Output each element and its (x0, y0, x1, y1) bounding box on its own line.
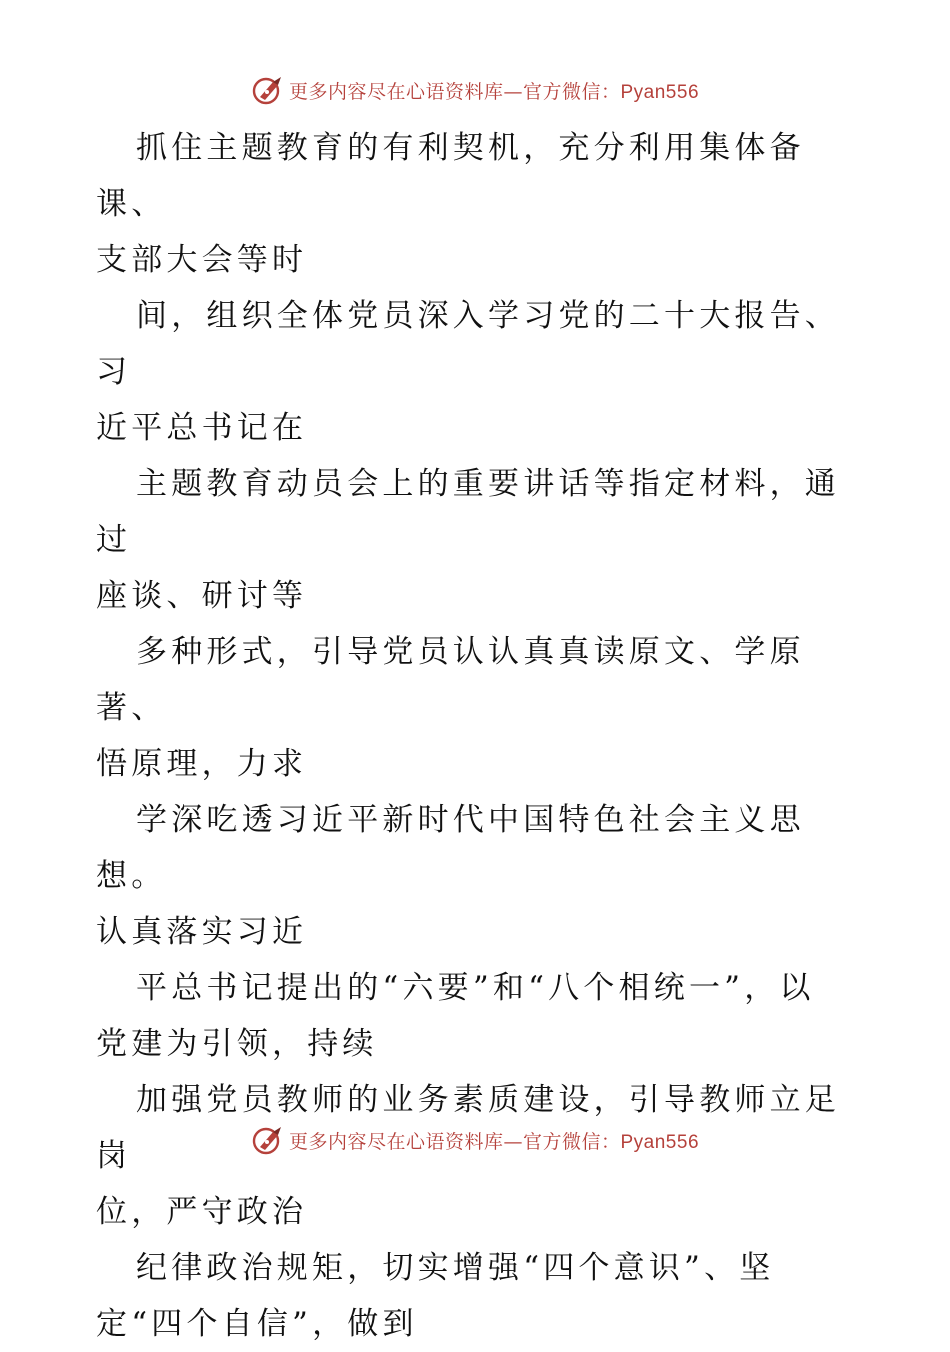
paragraph (96, 792, 856, 960)
pen-nib-circle-icon (251, 1123, 285, 1157)
document-body (96, 120, 856, 1352)
paragraph (96, 1240, 856, 1352)
pen-nib-circle-icon (251, 73, 285, 107)
paragraph-line: 间，组织全体党员深入学习党的二十大报告、习 (96, 298, 840, 390)
footer-banner (0, 1120, 950, 1160)
paragraph-continuation: 定“四个自信”，做到 (96, 1306, 418, 1342)
footer-wechat-id: Pyan556 (620, 1131, 700, 1153)
paragraph-line: 平总书记提出的“六要”和“八个相统一”，以 (136, 970, 815, 1006)
paragraph-continuation: 党建为引领，持续 (96, 1026, 378, 1062)
paragraph (96, 624, 856, 792)
paragraph-continuation: 支部大会等时 (96, 242, 308, 278)
paragraph (96, 120, 856, 288)
paragraph-line: 多种形式，引导党员认认真真读原文、学原著、 (96, 634, 805, 726)
paragraph-continuation: 位，严守政治 (96, 1194, 308, 1230)
paragraph-continuation: 悟原理，力求 (96, 746, 308, 782)
header-banner (0, 70, 950, 110)
header-banner-label: 更多内容尽在心语资料库—官方微信： (288, 80, 621, 103)
footer-banner-text (289, 1127, 699, 1154)
paragraph-line: 抓住主题教育的有利契机，充分利用集体备课、 (96, 130, 805, 222)
paragraph-line: 加强党员教师的业务素质建设，引导教师立足岗 (96, 1082, 840, 1174)
paragraph-continuation: 近平总书记在 (96, 410, 308, 446)
paragraph-line: 纪律政治规矩，切实增强“四个意识”、坚 (136, 1250, 775, 1286)
paragraph (96, 288, 856, 456)
paragraph-line: 主题教育动员会上的重要讲话等指定材料，通过 (96, 466, 840, 558)
paragraph-continuation: 认真落实习近 (96, 914, 308, 950)
paragraph-line: 学深吃透习近平新时代中国特色社会主义思想。 (96, 802, 805, 894)
paragraph-continuation: 座谈、研讨等 (96, 578, 308, 614)
header-banner-text (289, 77, 699, 104)
paragraph (96, 960, 856, 1072)
footer-banner-label: 更多内容尽在心语资料库—官方微信： (288, 1130, 621, 1153)
paragraph (96, 456, 856, 624)
header-wechat-id: Pyan556 (620, 81, 700, 103)
